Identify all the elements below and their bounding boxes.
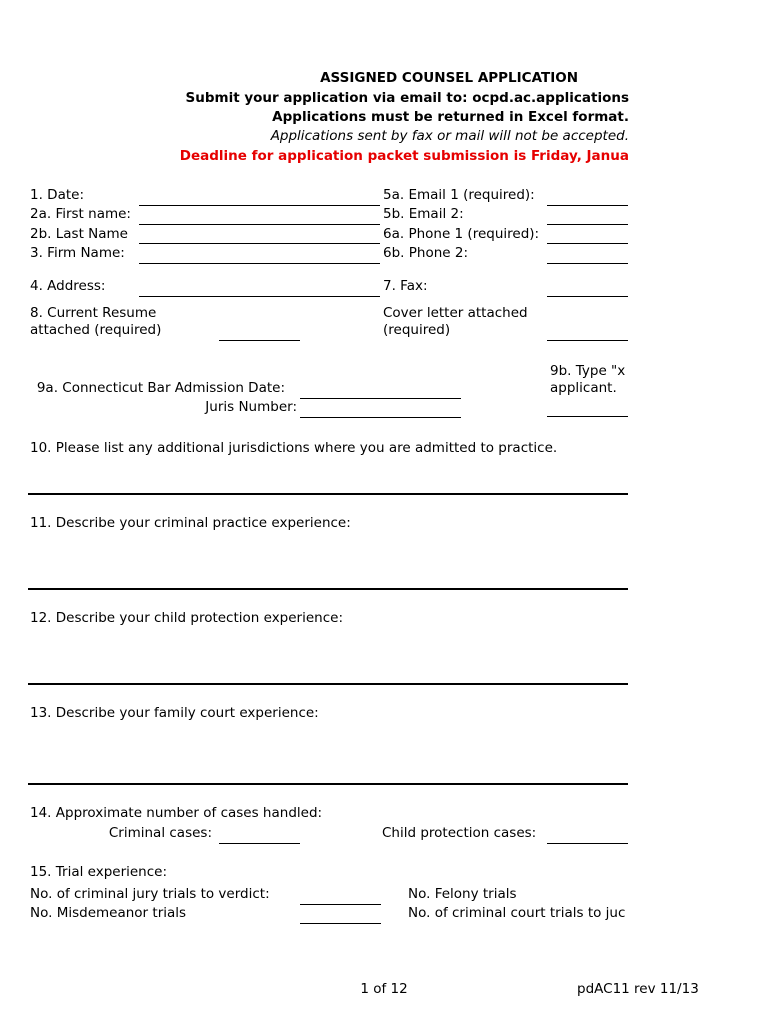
felony-trials-label: No. Felony trials [408, 886, 517, 902]
misdemeanor-trials-field[interactable] [300, 909, 380, 923]
phone1-field[interactable] [547, 229, 627, 243]
last-name-label: 2b. Last Name [30, 226, 128, 242]
resume-underline [219, 340, 300, 341]
fax-field[interactable] [547, 282, 627, 296]
child-protection-cases-underline [547, 843, 628, 844]
address-field[interactable] [139, 282, 379, 296]
phone2-label: 6b. Phone 2: [383, 245, 468, 261]
form-title: ASSIGNED COUNSEL APPLICATION [320, 70, 578, 86]
email1-field[interactable] [547, 191, 627, 205]
firm-name-label: 3. Firm Name: [30, 245, 125, 261]
applicant-type-field[interactable] [547, 402, 627, 416]
applicant-type-label-line2: applicant. [550, 380, 617, 396]
form-id: pdAC11 rev 11/13 [577, 981, 699, 997]
misdemeanor-trials-label: No. Misdemeanor trials [30, 905, 187, 921]
q12-label: 12. Describe your child protection experience: [30, 610, 343, 626]
last-name-field[interactable] [139, 229, 379, 243]
firm-name-underline [139, 263, 380, 264]
bar-admission-label: 9a. Connecticut Bar Admission Date: [36, 380, 285, 396]
misdemeanor-trials-underline [300, 923, 381, 924]
child-protection-cases-field[interactable] [547, 829, 627, 843]
address-label: 4. Address: [30, 278, 106, 294]
fax-notice: Applications sent by fax or mail will not be accepted. [270, 128, 629, 144]
q12-answer[interactable] [28, 668, 626, 682]
criminal-cases-field[interactable] [219, 829, 299, 843]
juris-number-underline [300, 417, 461, 418]
cover-letter-label-line2: (required) [383, 322, 451, 338]
juris-number-label: Juris Number: [205, 399, 297, 415]
first-name-field[interactable] [139, 210, 379, 224]
email2-underline [547, 224, 628, 225]
excel-format-notice: Applications must be returned in Excel format. [272, 109, 629, 125]
email2-label: 5b. Email 2: [383, 206, 464, 222]
page-number: 1 of 12 [360, 981, 408, 997]
applicant-type-underline [547, 416, 628, 417]
phone1-underline [547, 243, 628, 244]
email1-underline [547, 205, 628, 206]
submit-instruction: Submit your application via email to: ocpd.ac.applications [185, 90, 629, 106]
criminal-cases-underline [219, 843, 300, 844]
jury-trials-underline [300, 904, 381, 905]
juris-number-field[interactable] [300, 403, 460, 417]
q10-underline [28, 493, 628, 495]
phone2-field[interactable] [547, 249, 627, 263]
q13-label: 13. Describe your family court experience: [30, 705, 319, 721]
cover-letter-underline [547, 340, 628, 341]
q10-label: 10. Please list any additional jurisdictions where you are admitted to practice. [30, 440, 558, 456]
q11-underline [28, 588, 628, 590]
deadline-notice: Deadline for application packet submission is Friday, Janua [179, 148, 629, 164]
q13-answer[interactable] [28, 768, 626, 782]
phone2-underline [547, 263, 628, 264]
resume-label-line2: attached (required) [30, 322, 162, 338]
bar-admission-underline [300, 398, 461, 399]
email1-label: 5a. Email 1 (required): [383, 187, 535, 203]
date-label: 1. Date: [30, 187, 84, 203]
phone1-label: 6a. Phone 1 (required): [383, 226, 540, 242]
cover-letter-label-line1: Cover letter attached [383, 305, 528, 321]
q12-underline [28, 683, 628, 685]
q13-underline [28, 783, 628, 785]
cover-letter-field[interactable] [547, 326, 627, 340]
jury-trials-label: No. of criminal jury trials to verdict: [30, 886, 270, 902]
last-name-underline [139, 243, 380, 244]
child-protection-cases-label: Child protection cases: [382, 825, 537, 841]
email2-field[interactable] [547, 210, 627, 224]
q11-answer[interactable] [28, 573, 626, 587]
resume-label-line1: 8. Current Resume [30, 305, 157, 321]
first-name-underline [139, 224, 380, 225]
trial-heading: 15. Trial experience: [30, 864, 168, 880]
fax-label: 7. Fax: [383, 278, 428, 294]
cases-heading: 14. Approximate number of cases handled: [30, 805, 323, 821]
criminal-cases-label: Criminal cases: [108, 825, 212, 841]
resume-field[interactable] [219, 326, 299, 340]
fax-underline [547, 296, 628, 297]
bar-admission-field[interactable] [300, 384, 460, 398]
address-underline [139, 296, 380, 297]
court-trials-label: No. of criminal court trials to juc [408, 905, 626, 921]
q11-label: 11. Describe your criminal practice experience: [30, 515, 351, 531]
date-underline [139, 205, 380, 206]
jury-trials-field[interactable] [300, 890, 380, 904]
q10-answer[interactable] [28, 478, 626, 492]
date-field[interactable] [139, 191, 379, 205]
first-name-label: 2a. First name: [30, 206, 131, 222]
applicant-type-label-line1: 9b. Type "x [550, 363, 626, 379]
firm-name-field[interactable] [139, 249, 379, 263]
